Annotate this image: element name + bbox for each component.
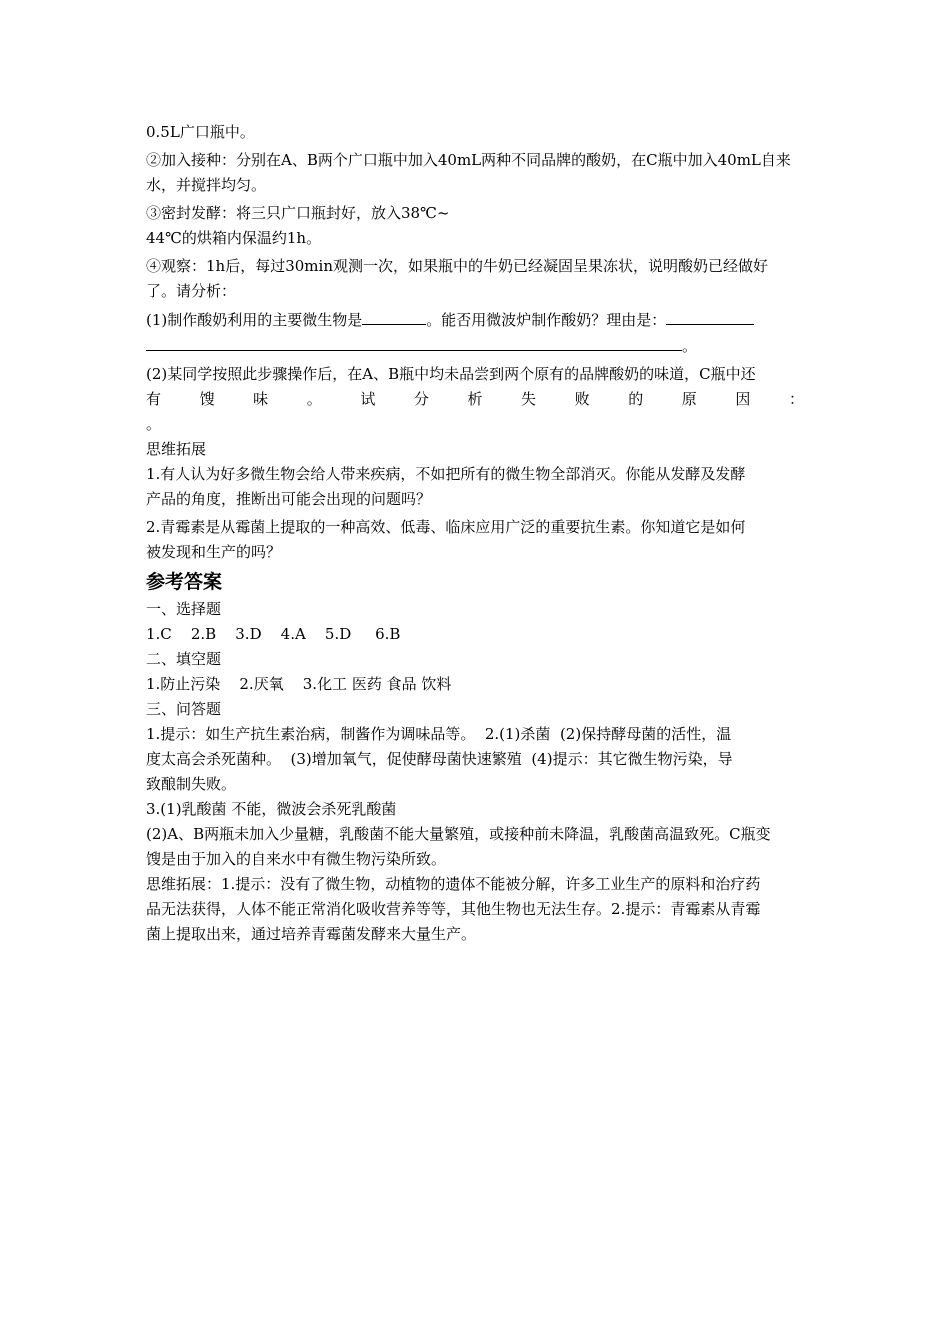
- question-1-text: (1)制作酸奶利用的主要微生物是: [146, 311, 363, 329]
- answer-line: 1.防止污染 2.厌氧 3.化工 医药 食品 饮料: [146, 675, 452, 693]
- period: 。: [682, 337, 698, 355]
- q2-char: 。: [306, 390, 322, 408]
- text-line: 0.5L广口瓶中。: [146, 123, 255, 141]
- answer-line: 馊是由于加入的自来水中有微生物污染所致。: [146, 850, 447, 868]
- answer-blank-reason[interactable]: [666, 307, 754, 325]
- answer-line: 1.提示：如生产抗生素治病，制酱作为调味品等。 2.(1)杀菌 (2)保持酵母菌的活性，温: [146, 725, 732, 743]
- q2-char: 有: [146, 390, 162, 408]
- text-line: 2.青霉素是从霉菌上提取的一种高效、低毒、临床应用广泛的重要抗生素。你知道它是如何: [146, 518, 746, 536]
- text-line: ③密封发酵：将三只广口瓶封好，放入38℃~: [146, 204, 450, 222]
- text-line: 产品的角度，推断出可能会出现的问题吗？: [146, 490, 432, 508]
- answer-line: 致酿制失败。: [146, 775, 237, 793]
- answer-line: 二、填空题: [146, 650, 222, 668]
- answer-line: 3.(1)乳酸菌 不能，微波会杀死乳酸菌: [146, 800, 397, 818]
- answer-line: 三、问答题: [146, 700, 222, 718]
- text-line: 44℃的烘箱内保温约1h。: [146, 229, 322, 247]
- q2-char: 因: [735, 390, 751, 408]
- q2-char: 味: [253, 390, 269, 408]
- answer-line: 菌上提取出来，通过培养青霉菌发酵来大量生产。: [146, 925, 477, 943]
- text-line: 被发现和生产的吗？: [146, 543, 282, 561]
- q2-char: 原: [681, 390, 697, 408]
- answer-line: 思维拓展：1.提示：没有了微生物，动植物的遗体不能被分解，许多工业生产的原料和治疗药: [146, 875, 761, 893]
- question-1-text-2: 。能否用微波炉制作酸奶？理由是：: [426, 311, 667, 329]
- q2-char: 的: [628, 390, 644, 408]
- text-line: 1.有人认为好多微生物会给人带来疾病，不如把所有的微生物全部消灭。你能从发酵及发酵: [146, 465, 746, 483]
- section-title-thinking: 思维拓展: [146, 440, 207, 458]
- question-2-justified-line: [146, 387, 804, 412]
- question-1-blank-line: [146, 333, 806, 359]
- text-line: ②加入接种：分别在A、B两个广口瓶中加入40mL两种不同品牌的酸奶，在C瓶中加入40mL自来: [146, 151, 791, 169]
- text-line: 了。请分析：: [146, 282, 237, 300]
- document-content: [146, 120, 806, 947]
- q2-char: 败: [574, 390, 590, 408]
- answer-line: 1.C 2.B 3.D 4.A 5.D 6.B: [146, 625, 401, 643]
- q2-char: 析: [467, 390, 483, 408]
- answer-line: 度太高会杀死菌种。 (3)增加氧气，促使酵母菌快速繁殖 (4)提示：其它微生物污染，导: [146, 750, 733, 768]
- text-line: 水，并搅拌均匀。: [146, 176, 267, 194]
- answer-blank-reason-cont[interactable]: [146, 333, 682, 351]
- answer-line: 一、选择题: [146, 600, 222, 618]
- question-2-line: (2)某同学按照此步骤操作后，在A、B瓶中均未品尝到两个原有的品牌酸奶的味道，C瓶中还: [146, 365, 756, 383]
- q2-char: 试: [360, 390, 376, 408]
- answer-line: 品无法获得，人体不能正常消化吸收营养等等，其他生物也无法生存。2.提示：青霉素从青霉: [146, 900, 761, 918]
- answers-heading: 参考答案: [146, 571, 223, 593]
- q2-char: 馊: [199, 390, 215, 408]
- question-2-end: 。: [146, 415, 162, 433]
- q2-char: 失: [521, 390, 537, 408]
- text-line: ④观察：1h后，每过30min观测一次，如果瓶中的牛奶已经凝固呈果冻状，说明酸奶已经做好: [146, 257, 768, 275]
- answer-blank-microbe[interactable]: [362, 307, 426, 325]
- answer-line: (2)A、B两瓶未加入少量糖，乳酸菌不能大量繁殖，或接种前未降温，乳酸菌高温致死。C瓶变: [146, 825, 771, 843]
- question-1-line: [146, 307, 806, 333]
- q2-char: 分: [413, 390, 429, 408]
- q2-char: ：: [788, 390, 804, 408]
